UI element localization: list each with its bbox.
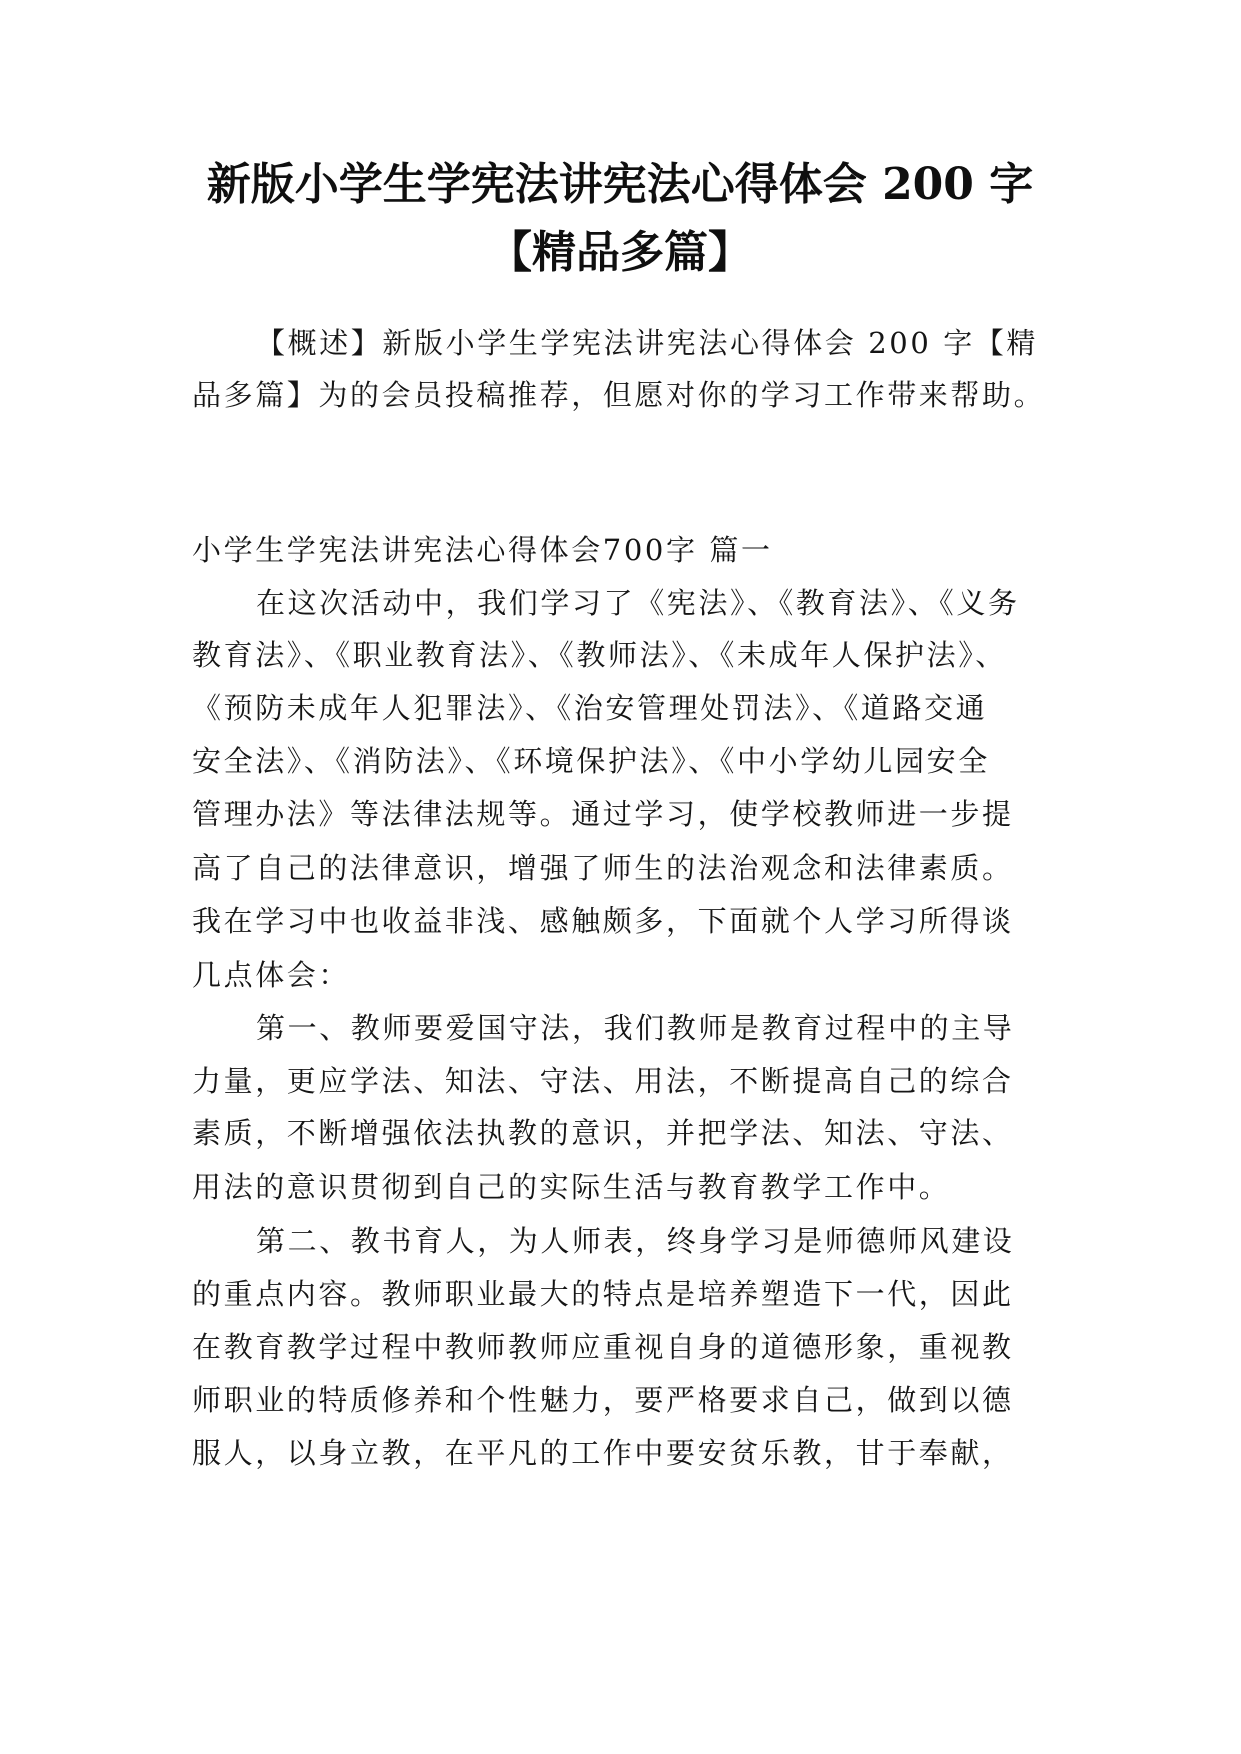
- body-line: 几点体会：: [192, 958, 351, 992]
- body-line: 高了自己的法律意识，增强了师生的法治观念和法律素质。: [192, 851, 1014, 885]
- body-line: 用法的意识贯彻到自己的实际生活与教育教学工作中。: [192, 1170, 951, 1204]
- body-line: 教育法》、《职业教育法》、《教师法》、《未成年人保护法》、: [192, 638, 1007, 672]
- body-line: 素质，不断增强依法执教的意识，并把学法、知法、守法、: [192, 1116, 1014, 1150]
- body-line: 服人，以身立教，在平凡的工作中要安贫乐教，甘于奉献，: [192, 1436, 1014, 1470]
- body-line: 在这次活动中，我们学习了《宪法》、《教育法》、《义务: [256, 586, 1020, 620]
- body-line: 《预防未成年人犯罪法》、《治安管理处罚法》、《道路交通: [192, 691, 988, 725]
- document-title-line-1: 新版小学生学宪法讲宪法心得体会 200 字: [206, 159, 1034, 210]
- document-title-line-2: 【精品多篇】: [488, 227, 752, 278]
- body-line: 的重点内容。教师职业最大的特点是培养塑造下一代，因此: [192, 1277, 1014, 1311]
- summary-line-1: 【概述】新版小学生学宪法讲宪法心得体会 200 字【精: [256, 326, 1038, 360]
- body-line: 安全法》、《消防法》、《环境保护法》、《中小学幼儿园安全: [192, 744, 990, 778]
- body-line: 师职业的特质修养和个性魅力，要严格要求自己，做到以德: [192, 1383, 1014, 1417]
- body-line: 我在学习中也收益非浅、感触颇多，下面就个人学习所得谈: [192, 904, 1014, 938]
- body-line: 管理办法》等法律法规等。通过学习，使学校教师进一步提: [192, 797, 1014, 831]
- body-line: 力量，更应学法、知法、守法、用法，不断提高自己的综合: [192, 1064, 1014, 1098]
- section-heading: 小学生学宪法讲宪法心得体会700字 篇一: [192, 533, 773, 567]
- body-line: 在教育教学过程中教师教师应重视自身的道德形象，重视教: [192, 1330, 1014, 1364]
- body-line: 第二、教书育人，为人师表，终身学习是师德师风建设: [256, 1224, 1015, 1258]
- body-line: 第一、教师要爱国守法，我们教师是教育过程中的主导: [256, 1011, 1015, 1045]
- summary-line-2: 品多篇】为的会员投稿推荐，但愿对你的学习工作带来帮助。: [192, 378, 1046, 412]
